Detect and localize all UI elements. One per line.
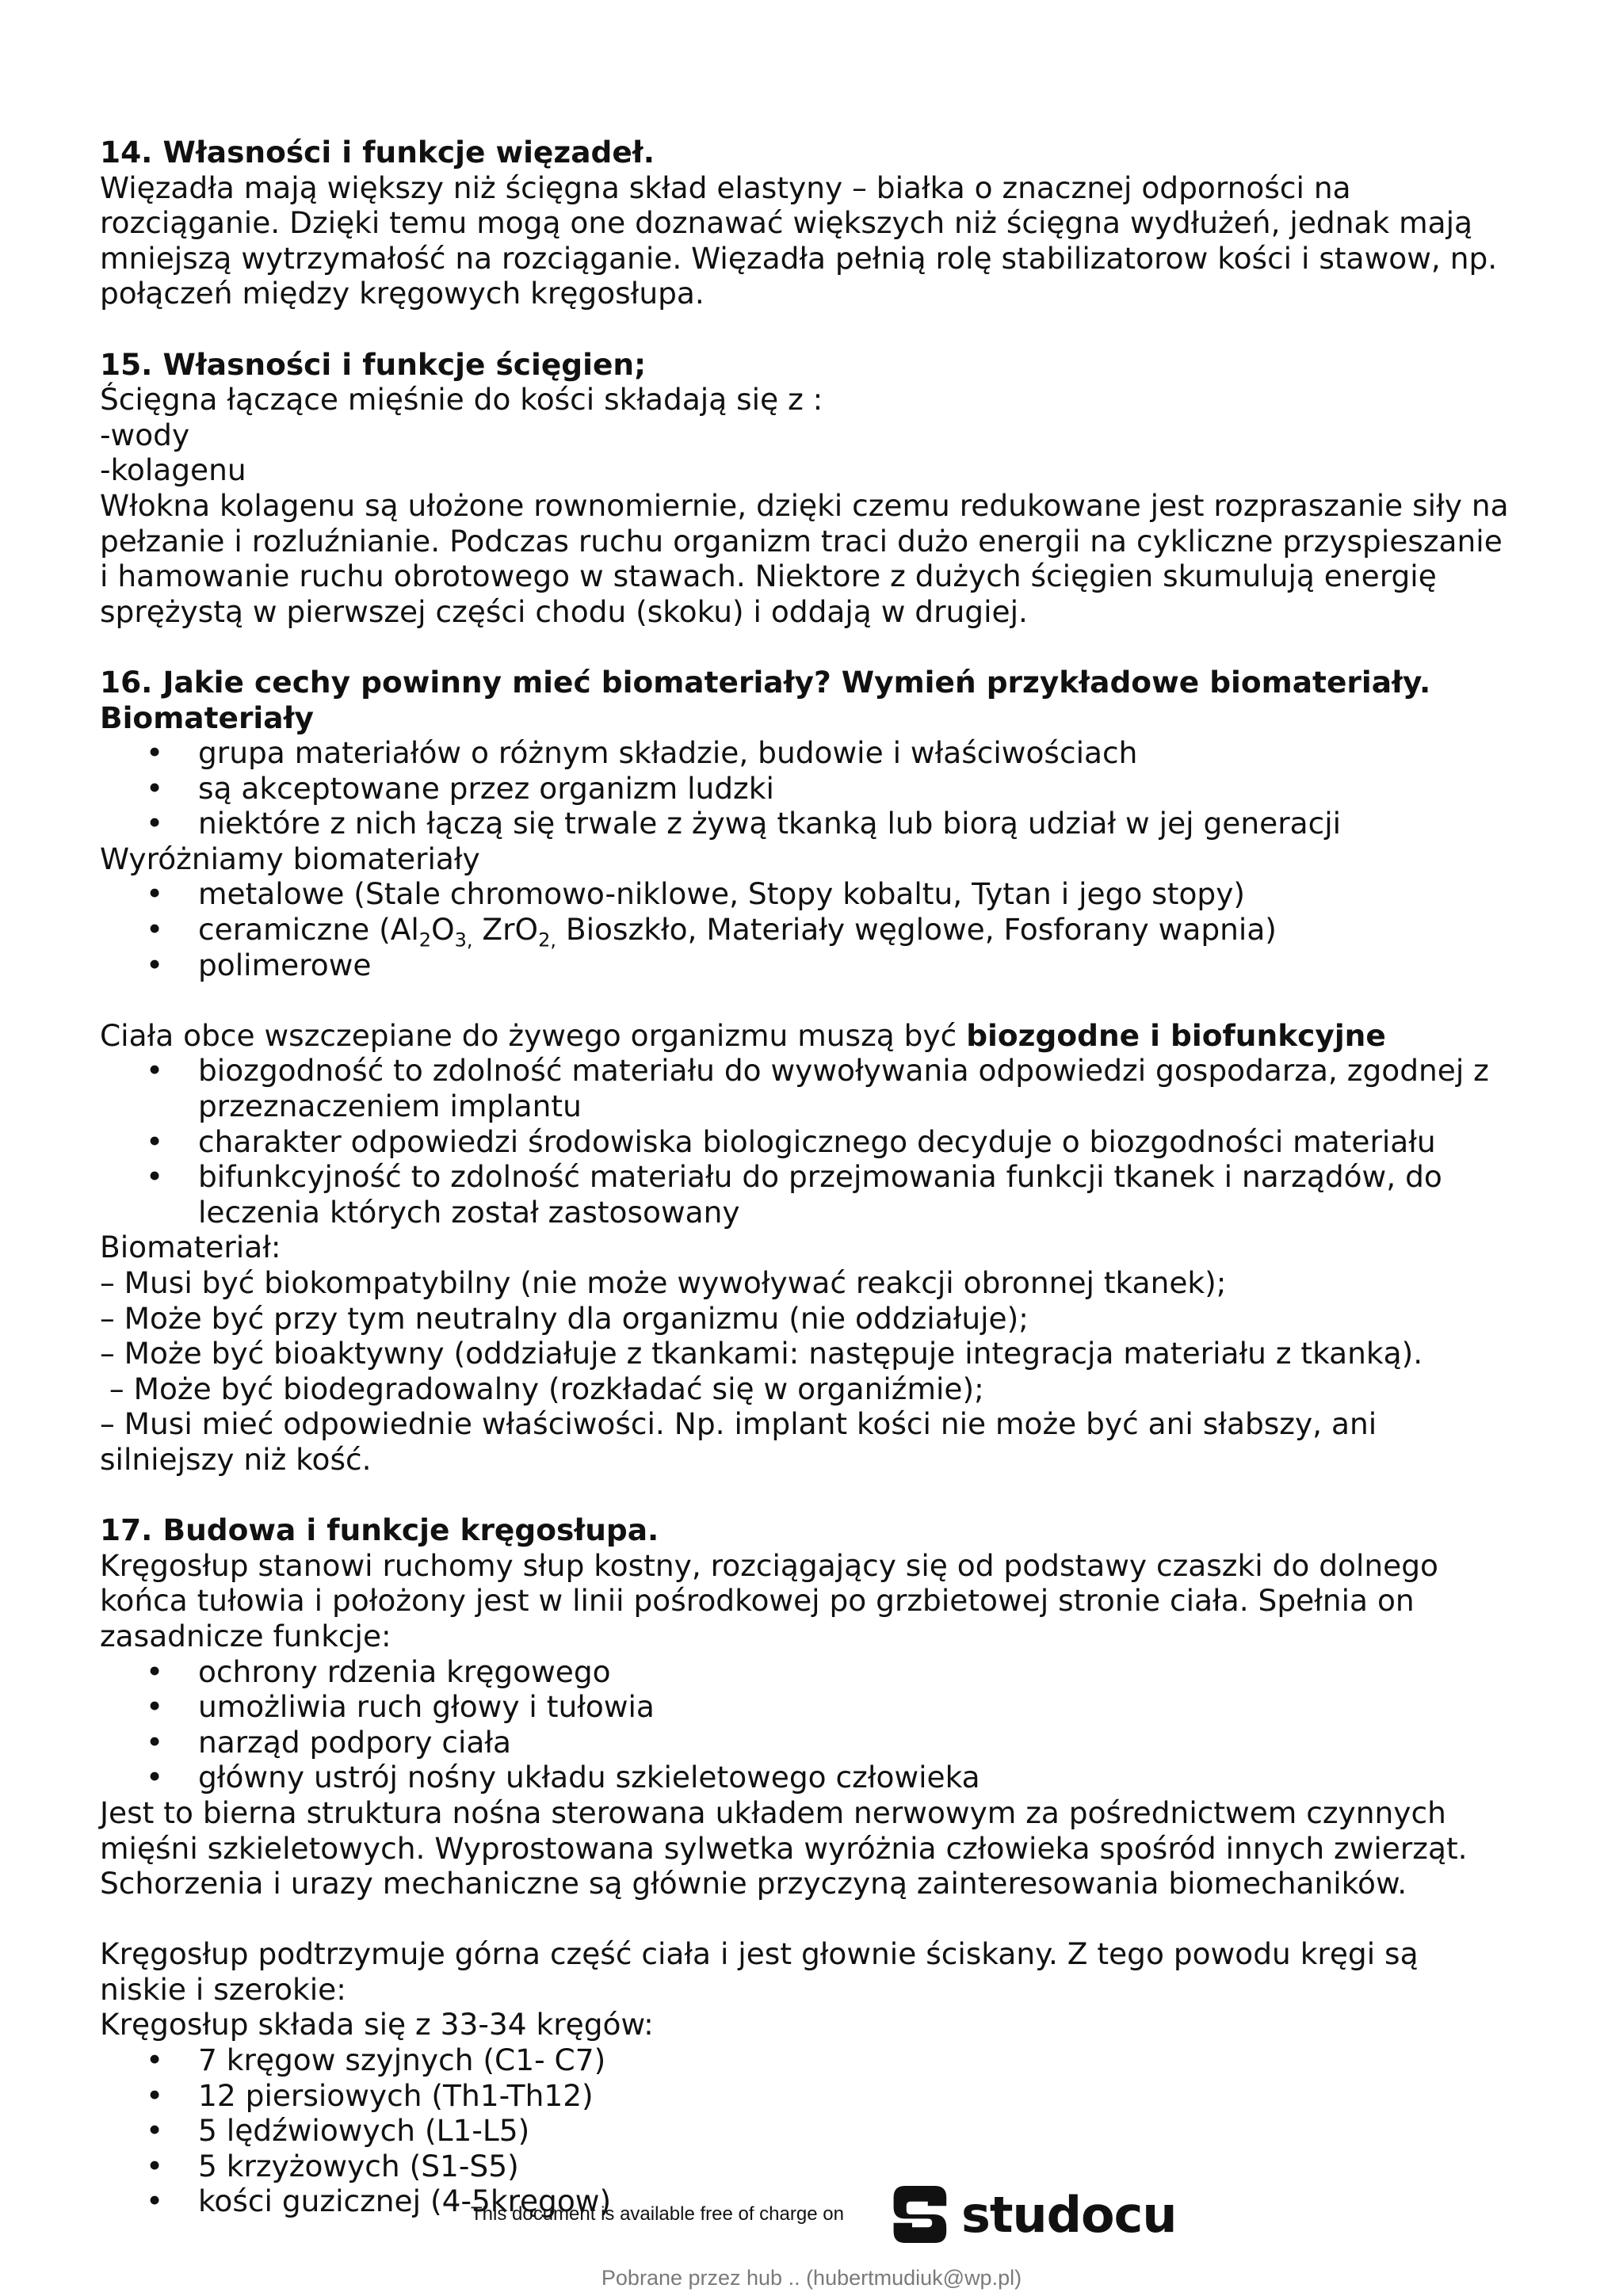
studocu-logo-icon bbox=[884, 2179, 955, 2250]
bullet-icon: • bbox=[146, 876, 164, 912]
text-line: połączeń między kręgowych kręgosłupa. bbox=[100, 276, 705, 311]
text-line: -wody bbox=[100, 417, 190, 452]
list-item: • polimerowe bbox=[146, 947, 372, 982]
text-line: – Musi mieć odpowiednie właściwości. Np. implant kości nie może być ani słabszy, ani bbox=[100, 1406, 1377, 1442]
downloaded-by-text: Pobrane przez hub .. (hubertmudiuk@wp.pl) bbox=[601, 2266, 1022, 2290]
text-line: pełzanie i rozluźnianie. Podczas ruchu organizm traci dużo energii na cykliczne przyspieszanie bbox=[100, 523, 1503, 559]
list-item: • charakter odpowiedzi środowiska biologicznego decyduje o biozgodności materiału bbox=[146, 1123, 1436, 1159]
text-line: – Może być przy tym neutralny dla organizmu (nie oddziałuje); bbox=[100, 1300, 1029, 1336]
section-16-subheading: Biomateriały bbox=[100, 700, 314, 735]
list-item: • 12 piersiowych (Th1-Th12) bbox=[146, 2077, 594, 2113]
list-item: • 7 kręgow szyjnych (C1- C7) bbox=[146, 2042, 606, 2078]
list-item: • ceramiczne ($Al_2O_{3,}$ ZrO$_{2,}$ Bioszkło, Materiały węglowe, Fosforany wapnia) bbox=[146, 912, 1277, 952]
bullet-list bbox=[100, 876, 1550, 982]
text-line: Kręgosłup stanowi ruchomy słup kostny, rozciągający się od podstawy czaszki do dolnego bbox=[100, 1547, 1438, 1583]
text-line: Wyróżniamy biomateriały bbox=[100, 841, 480, 876]
list-item: • 5 lędźwiowych (L1-L5) bbox=[146, 2113, 530, 2149]
bullet-icon: • bbox=[146, 1724, 164, 1760]
text-line: – Może być biodegradowalny (rozkładać się w organiźmie); bbox=[100, 1371, 984, 1406]
text-line: Schorzenia i urazy mechaniczne są głównie przyczyną zainteresowania biomechaników. bbox=[100, 1866, 1407, 1901]
text-line: Ścięgna łączące mięśnie do kości składają się z : bbox=[100, 382, 823, 418]
text-line: niskie i szerokie: bbox=[100, 1971, 346, 2007]
studocu-footer[interactable] bbox=[471, 2179, 1176, 2250]
list-item: • narząd podpory ciała bbox=[146, 1724, 512, 1760]
section-17-heading: 17. Budowa i funkcje kręgosłupa. bbox=[100, 1512, 659, 1548]
text-line: Kręgosłup składa się z 33-34 kręgów: bbox=[100, 2007, 654, 2042]
studocu-brand: studocu bbox=[960, 2185, 1177, 2244]
text-line: – Musi być biokompatybilny (nie może wywoływać reakcji obronnej tkanek); bbox=[100, 1265, 1227, 1300]
bullet-icon: • bbox=[146, 2113, 164, 2149]
list-item: • niektóre z nich łączą się trwale z żywą tkanką lub biorą udział w jej generacji bbox=[146, 806, 1342, 841]
text-line: i hamowanie ruchu obrotowego w stawach. Niektore z dużych ścięgien skumulują energię bbox=[100, 559, 1437, 594]
list-item: • ochrony rdzenia kręgowego bbox=[146, 1653, 611, 1689]
section-15-heading: 15. Własności i funkcje ścięgien; bbox=[100, 346, 647, 382]
text-line: -kolagenu bbox=[100, 452, 246, 488]
list-item: • metalowe (Stale chromowo-niklowe, Stopy kobaltu, Tytan i jego stopy) bbox=[146, 876, 1246, 912]
text-line: rozciąganie. Dzięki temu mogą one doznawać większych niż ścięgna wydłużeń, jednak mają bbox=[100, 205, 1472, 241]
bullet-list bbox=[100, 1654, 1550, 1795]
bullet-icon: • bbox=[146, 2183, 164, 2219]
availability-text: This document is available free of charge on bbox=[471, 2203, 844, 2225]
list-item: • są akceptowane przez organizm ludzki bbox=[146, 770, 774, 806]
text-line: mniejszą wytrzymałość na rozciąganie. Więzadła pełnią rolę stabilizatorow kości i stawow, np. bbox=[100, 240, 1498, 276]
text-line: sprężystą w pierwszej części chodu (skoku) i oddają w drugiej. bbox=[100, 593, 1028, 629]
section-16-heading: 16. Jakie cechy powinny mieć biomateriały? Wymień przykładowe biomateriały. bbox=[100, 664, 1431, 700]
text-line: Więzadła mają większy niż ścięgna skład elastyny – białka o znacznej odporności na bbox=[100, 170, 1351, 205]
bullet-icon: • bbox=[146, 1123, 164, 1159]
text-line: końca tułowia i położony jest w linii pośrodkowej po grzbietowej stronie ciała. Spełnia on bbox=[100, 1583, 1415, 1619]
list-item: • 5 krzyżowych (S1-S5) bbox=[146, 2148, 519, 2183]
text-line: Kręgosłup podtrzymuje górna część ciała i jest głownie ściskany. Z tego powodu kręgi są bbox=[100, 1936, 1419, 1972]
bullet-icon: • bbox=[146, 1760, 164, 1795]
list-item: • biozgodność to zdolność materiału do wywoływania odpowiedzi gospodarza, zgodnej z przeznaczeniem implantu bbox=[146, 1053, 1489, 1124]
list-item: • kości guzicznej (4-5kręgow) bbox=[146, 2183, 612, 2219]
list-item: • główny ustrój nośny układu szkieletowego człowieka bbox=[146, 1760, 980, 1795]
text-line: – Może być bioaktywny (oddziałuje z tkankami: następuje integracja materiału z tkanką). bbox=[100, 1336, 1423, 1371]
text-line: mięśni szkieletowych. Wyprostowana sylwetka wyróżnia człowieka spośród innych zwierząt. bbox=[100, 1830, 1468, 1866]
list-item: • umożliwia ruch głowy i tułowia bbox=[146, 1689, 655, 1725]
bullet-icon: • bbox=[146, 2148, 164, 2183]
bullet-icon: • bbox=[146, 2077, 164, 2113]
section-14-heading: 14. Własności i funkcje więzadeł. bbox=[100, 135, 655, 170]
bullet-icon: • bbox=[146, 912, 164, 948]
bullet-list bbox=[100, 735, 1550, 841]
bullet-icon: • bbox=[146, 806, 164, 841]
bullet-icon: • bbox=[146, 1689, 164, 1725]
text-line: silniejszy niż kość. bbox=[100, 1441, 372, 1477]
list-item: • bifunkcyjność to zdolność materiału do przejmowania funkcji tkanek i narządów, do leczenia których został zastosowany bbox=[146, 1159, 1442, 1230]
text-line: Biomateriał: bbox=[100, 1230, 281, 1265]
bullet-icon: • bbox=[146, 947, 164, 982]
document-page bbox=[100, 135, 1550, 2219]
bullet-icon: • bbox=[146, 1653, 164, 1689]
bullet-icon: • bbox=[146, 735, 164, 771]
bullet-icon: • bbox=[146, 1053, 164, 1089]
bullet-icon: • bbox=[146, 2042, 164, 2078]
text-line: zasadnicze funkcje: bbox=[100, 1618, 391, 1653]
text-line: Ciała obce wszczepiane do żywego organizmu muszą być biozgodne i biofunkcyjne bbox=[100, 1017, 1386, 1053]
text-line: Jest to bierna struktura nośna sterowana układem nerwowym za pośrednictwem czynnych bbox=[100, 1794, 1446, 1830]
bullet-icon: • bbox=[146, 1159, 164, 1195]
text-line: Włokna kolagenu są ułożone rownomiernie, dzięki czemu redukowane jest rozpraszanie siły na bbox=[100, 487, 1509, 523]
bullet-list bbox=[100, 1053, 1550, 1230]
bullet-icon: • bbox=[146, 770, 164, 806]
list-item: • grupa materiałów o różnym składzie, budowie i właściwościach bbox=[146, 735, 1138, 771]
